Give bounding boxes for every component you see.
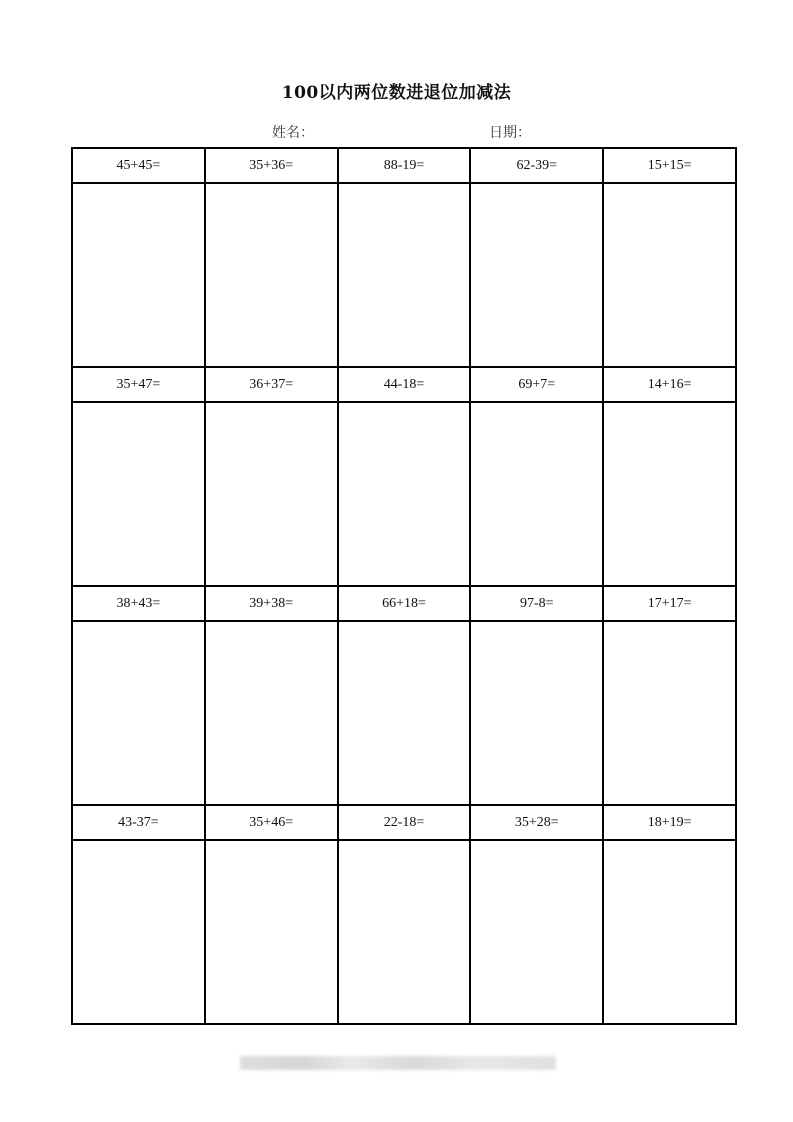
problem-cell: 44-18= [338,367,471,402]
date-label: 日期： [489,125,531,141]
problem-row [72,586,736,621]
work-area[interactable] [338,402,471,586]
worksheet-title: 100以内两位数进退位加减法 [281,83,512,103]
problem-cell: 39+38= [205,586,338,621]
problem-cell: 36+37= [205,367,338,402]
problem-cell: 97-8= [470,586,603,621]
work-row [72,840,736,1024]
problem-cell: 35+47= [72,367,205,402]
problem-row [72,367,736,402]
problem-cell: 66+18= [338,586,471,621]
problem-grid [71,147,737,1025]
problem-cell: 43-37= [72,805,205,840]
work-area[interactable] [72,183,205,367]
problem-cell: 69+7= [470,367,603,402]
problem-row [72,805,736,840]
work-row [72,621,736,805]
problem-row [72,148,736,183]
work-area[interactable] [72,840,205,1024]
work-area[interactable] [470,183,603,367]
work-area[interactable] [603,183,736,367]
problem-cell: 14+16= [603,367,736,402]
problem-cell: 88-19= [338,148,471,183]
work-area[interactable] [603,402,736,586]
work-area[interactable] [205,183,338,367]
work-area[interactable] [338,183,471,367]
work-area[interactable] [72,621,205,805]
work-row [72,402,736,586]
work-area[interactable] [338,621,471,805]
problem-cell: 35+46= [205,805,338,840]
work-area[interactable] [72,402,205,586]
work-area[interactable] [470,402,603,586]
problem-cell: 35+36= [205,148,338,183]
problem-cell: 17+17= [603,586,736,621]
work-row [72,183,736,367]
problem-cell: 15+15= [603,148,736,183]
work-area[interactable] [205,621,338,805]
problem-cell: 22-18= [338,805,471,840]
problem-cell: 38+43= [72,586,205,621]
work-area[interactable] [603,840,736,1024]
work-area[interactable] [338,840,471,1024]
name-label: 姓名： [272,125,314,141]
work-area[interactable] [470,840,603,1024]
work-area[interactable] [205,840,338,1024]
work-area[interactable] [603,621,736,805]
problem-cell: 45+45= [72,148,205,183]
work-area[interactable] [470,621,603,805]
problem-cell: 62-39= [470,148,603,183]
problem-cell: 35+28= [470,805,603,840]
blurred-footer-watermark [240,1056,556,1070]
problem-cell: 18+19= [603,805,736,840]
work-area[interactable] [205,402,338,586]
